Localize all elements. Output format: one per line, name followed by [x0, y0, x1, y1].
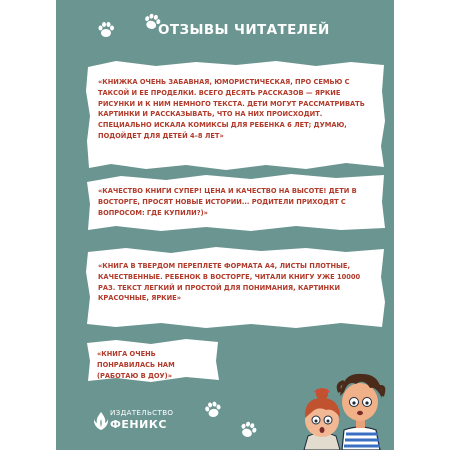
publisher-name: ФЕНИКС — [110, 418, 167, 431]
publisher-caption: ИЗДАТЕЛЬСТВО — [110, 408, 174, 417]
review-card — [86, 247, 386, 329]
paw-print-icon — [203, 400, 223, 420]
paw-print-icon — [238, 420, 258, 440]
review-text: «КАЧЕСТВО КНИГИ СУПЕР! ЦЕНА И КАЧЕСТВО НА ВЫСОТЕ! ДЕТИ В ВОСТОРГЕ, ПРОСЯТ НОВЫЕ ИСТОРИИ... РОДИТЕЛИ ПРИХОДЯТ С ВОПРОСОМ: ГДЕ КУПИЛИ?)» — [98, 186, 357, 217]
review-card — [86, 61, 386, 171]
review-text: «КНИЖКА ОЧЕНЬ ЗАБАВНАЯ, ЮМОРИСТИЧЕСКАЯ, ПРО СЕМЬЮ С ТАКСОЙ И ЕЕ ПРОДЕЛКИ. ВСЕГО ДЕСЯТЬ РАССКАЗОВ — ЯРКИЕ РИСУНКИ И К НИМ НЕМНОГО ТЕКСТА. ДЕТИ МОГУТ РАССМАТРИВАТЬ КАРТИНКИ И РАССКАЗЫВАТЬ, ЧТО НА НИХ ПРОИСХОДИТ. СПЕЦИАЛЬНО ИСКАЛА КОМИКСЫ ДЛЯ РЕБЕНКА 6 ЛЕТ; ДУМАЮ, ПОДОЙДЕТ ДЛЯ ДЕТЕЙ 4–8 ЛЕТ» — [98, 77, 365, 140]
review-card — [86, 339, 220, 383]
paw-print-icon — [96, 20, 116, 40]
page-title: ОТЗЫВЫ ЧИТАТЕЛЕЙ — [158, 22, 330, 38]
review-text: «КНИГА В ТВЕРДОМ ПЕРЕПЛЕТЕ ФОРМАТА А4, ЛИСТЫ ПЛОТНЫЕ, КАЧЕСТВЕННЫЕ. РЕБЕНОК В ВОСТОРГЕ, ЧИТАЛИ КНИГУ УЖЕ 10000 РАЗ. ТЕКСТ ЛЕГКИЙ И ПРОСТОЙ ДЛЯ ПОНИМАНИЯ, КАРТИНКИ КРАСОЧНЫЕ, ЯРКИЕ» — [98, 261, 361, 303]
boy-character — [339, 374, 384, 450]
kids-illustration — [290, 348, 394, 450]
girl-character — [304, 388, 340, 450]
review-card — [86, 174, 386, 232]
phoenix-logo-icon — [94, 412, 108, 430]
review-text: «КНИГА ОЧЕНЬ ПОНРАВИЛАСЬ НАМ (РАБОТАЮ В ДОУ)» — [97, 349, 175, 380]
